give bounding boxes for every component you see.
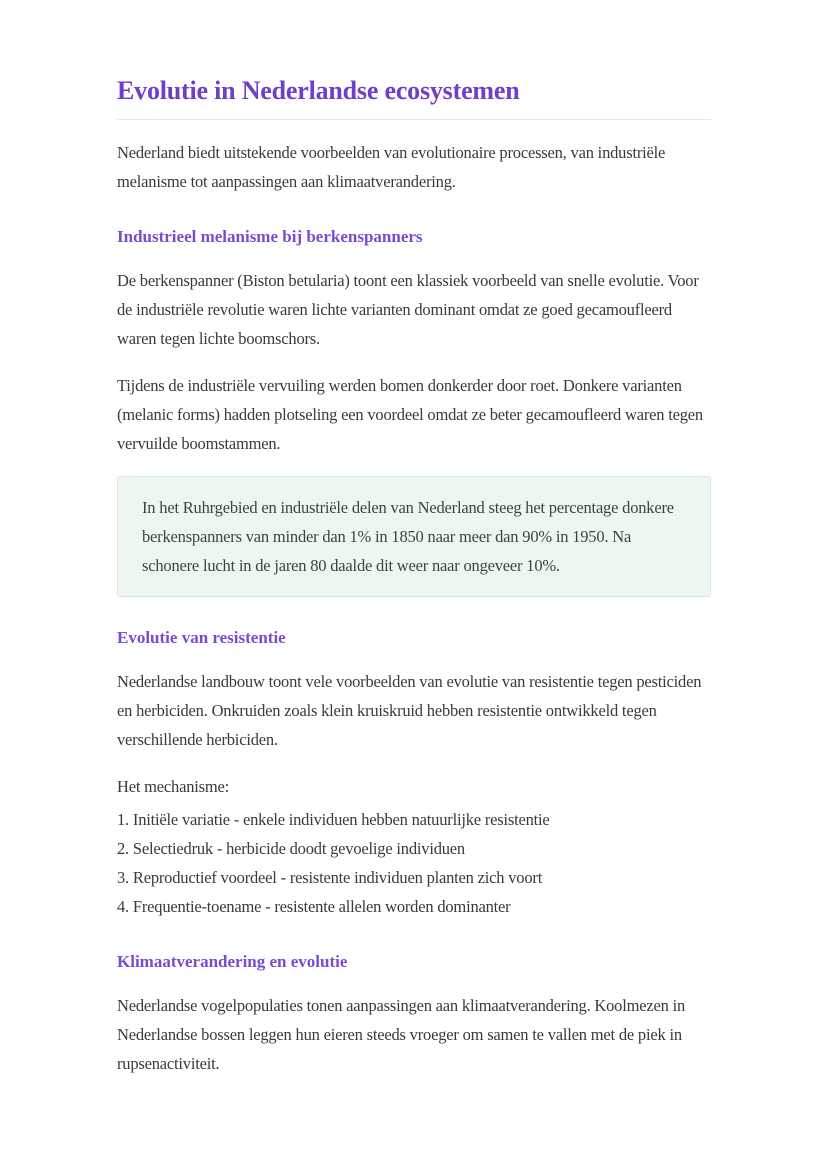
mechanism-label: Het mechanisme: [117,777,230,796]
paragraph-vogelpopulaties: Nederlandse vogelpopulaties tonen aanpassingen aan klimaatverandering. Koolmezen in Nederlandse bossen leggen hun eieren steeds vroeger om samen te vallen met de piek in rupsenactiviteit. [117,996,686,1073]
info-callout-ruhrgebied [117,476,711,597]
paragraph-berkenspanner-klassiek: De berkenspanner (Biston betularia) toont een klassiek voorbeeld van snelle evolutie. Voor de industriële revolutie waren lichte varianten dominant omdat ze goed gecamoufleerd waren tegen lichte boomschors. [117,271,699,348]
mechanism-item-1: 1. Initiële variatie - enkele individuen hebben natuurlijke resistentie [117,810,550,829]
section-heading-industrieel-melanisme: Industrieel melanisme bij berkenspanners [117,227,423,246]
mechanism-list [117,772,711,921]
intro-paragraph: Nederland biedt uitstekende voorbeelden van evolutionaire processen, van industriële melanisme tot aanpassingen aan klimaatverandering. [117,143,666,191]
mechanism-item-4: 4. Frequentie-toename - resistente allelen worden dominanter [117,897,511,916]
section-heading-klimaatverandering: Klimaatverandering en evolutie [117,952,348,971]
mechanism-item-3: 3. Reproductief voordeel - resistente individuen planten zich voort [117,868,543,887]
mechanism-item-2: 2. Selectiedruk - herbicide doodt gevoelige individuen [117,839,465,858]
title-divider [117,119,711,120]
paragraph-industriele-vervuiling: Tijdens de industriële vervuiling werden bomen donkerder door roet. Donkere varianten (melanic forms) hadden plotseling een voordeel omdat ze beter gecamoufleerd waren tegen vervuilde boomstammen. [117,376,703,453]
callout-text: In het Ruhrgebied en industriële delen van Nederland steeg het percentage donkere berkenspanners van minder dan 1% in 1850 naar meer dan 90% in 1950. Na schonere lucht in de jaren 80 daalde dit weer naar ongeveer 10%. [142,498,674,575]
page-title: Evolutie in Nederlandse ecosystemen [117,76,520,105]
section-heading-evolutie-van-resistentie: Evolutie van resistentie [117,628,286,647]
paragraph-landbouw-resistentie: Nederlandse landbouw toont vele voorbeelden van evolutie van resistentie tegen pesticiden en herbiciden. Onkruiden zoals klein kruiskruid hebben resistentie ontwikkeld tegen verschillende herbiciden. [117,672,702,749]
